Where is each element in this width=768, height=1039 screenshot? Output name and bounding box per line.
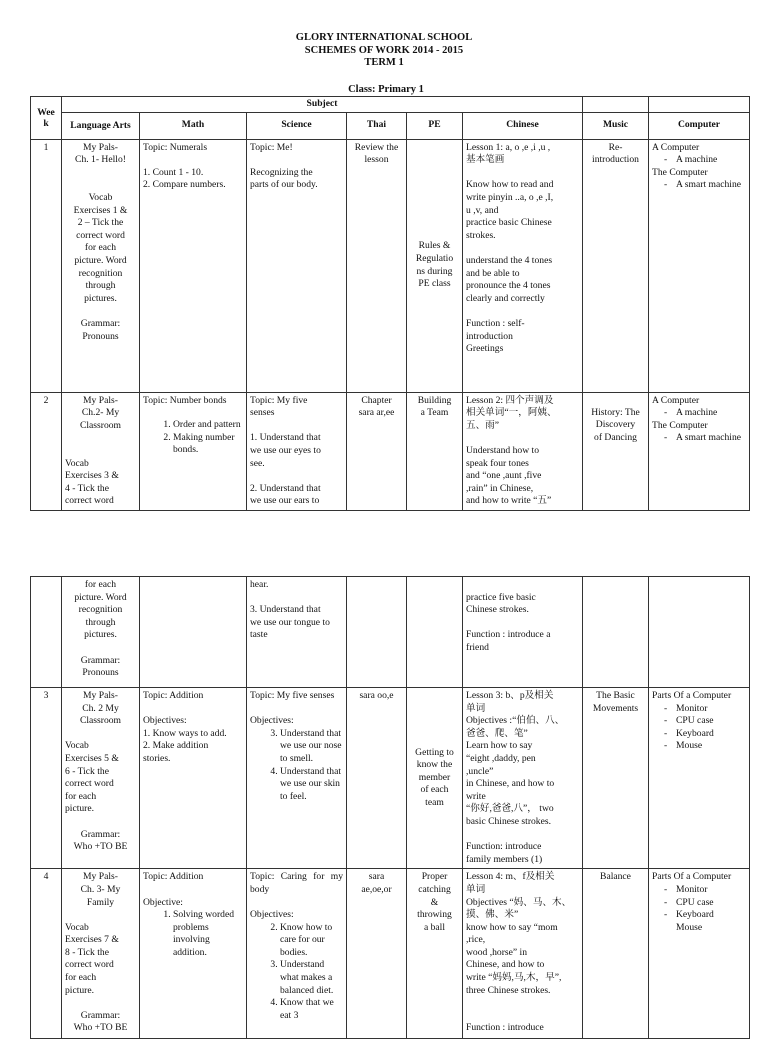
text-line: in Chinese, and how to <box>466 778 555 790</box>
table-row-week-4 <box>31 869 750 1039</box>
text-line: sara <box>368 871 385 883</box>
language-arts-cell <box>62 139 140 392</box>
text-line <box>65 728 136 741</box>
text-line: Vocab <box>65 921 89 933</box>
text-line: pictures. <box>84 292 117 304</box>
text-line: correct word <box>65 959 114 971</box>
text-line: 单词 <box>466 702 486 714</box>
text-line: Lesson 4: m、f及相关 <box>466 871 555 883</box>
list-item: - Monitor <box>664 884 746 897</box>
math-cell: Topic: Number bonds 1. Order and pattern 2. Making number bonds. <box>140 392 247 510</box>
text-line: pictures. <box>84 629 117 641</box>
text-line: and be able to <box>466 267 520 279</box>
math-cell: Topic: Addition Objectives: 1. Know ways to add. 2. Make addition stories. <box>140 688 247 869</box>
text-line: Exercises 3 & <box>65 470 119 482</box>
list-item: - A smart machine <box>664 179 746 192</box>
list-item: - A machine <box>664 154 746 167</box>
text-line: we use our eyes to <box>250 444 321 456</box>
text-line: taste <box>250 629 268 641</box>
pe-cell <box>407 392 463 510</box>
col-computer: Computer <box>649 112 750 139</box>
col-chinese: Chinese <box>463 112 583 139</box>
text-line: know the <box>416 759 453 771</box>
list-item: - Monitor <box>664 703 746 716</box>
science-cell: Topic: Caring for my body Objectives: 2. Know how to care for our bodies. 3. Understand what makes a balanced diet. 4. Know that we eat 3 <box>247 869 347 1039</box>
col-pe: PE <box>407 112 463 139</box>
text-line: 爸爸、爬、笔” <box>466 727 528 739</box>
chinese-cell <box>463 577 583 688</box>
list-item: - Keyboard <box>664 728 746 741</box>
text-line: Classroom <box>79 715 122 727</box>
math-cell: Topic: Numerals 1. Count 1 - 10. 2. Compare numbers. <box>140 139 247 392</box>
text-line: Rules & <box>418 240 451 252</box>
text-line <box>250 592 343 605</box>
col-music: Music <box>583 112 649 139</box>
col-week: Week <box>31 97 62 140</box>
text-line <box>466 997 579 1010</box>
text-line: Ch. 1- Hello! <box>75 154 126 166</box>
text-line: Function : introduce a <box>466 629 551 641</box>
text-line: practice five basic <box>466 591 536 603</box>
text-line: senses <box>250 407 275 419</box>
text-line: “eight ,daddy, pen <box>466 752 536 764</box>
text-line: Who +TO BE <box>73 841 128 853</box>
text-line <box>466 617 579 630</box>
text-line: 单词 <box>466 883 486 895</box>
list-item: - Mouse <box>664 740 746 753</box>
text-line: Building <box>417 394 452 406</box>
text-line: of each <box>420 784 449 796</box>
text-line: picture. Word <box>74 591 127 603</box>
text-line: practice basic Chinese <box>466 217 552 229</box>
thai-cell <box>347 869 407 1039</box>
text-line: catching <box>418 883 451 895</box>
text-line: Ch. 2 My <box>82 702 119 714</box>
text-line: 3. Understand that <box>250 604 321 616</box>
computer-cell: Parts Of a Computer - Monitor - CPU case - Keyboard - Mouse <box>649 688 750 869</box>
text-line: 五、雨” <box>466 419 500 431</box>
text-line: Vocab <box>65 740 89 752</box>
text-line: Chinese, and how to <box>466 959 545 971</box>
text-line: 4 - Tick the <box>65 482 109 494</box>
text-line: write pinyin ..a, o ,e ,I, <box>466 191 554 203</box>
school-name: GLORY INTERNATIONAL SCHOOL <box>295 32 473 43</box>
thai-cell <box>347 688 407 869</box>
text-line: Vocab <box>88 191 113 203</box>
text-line: ,rain” in Chinese, <box>466 482 534 494</box>
thai-cell <box>347 139 407 392</box>
text-line: 2. Understand that <box>250 482 321 494</box>
text-line: u ,v, and <box>466 204 499 216</box>
text-line: The Basic <box>596 690 635 701</box>
text-line: PE class <box>418 278 451 290</box>
text-line <box>466 167 579 180</box>
text-line: understand the 4 tones <box>466 254 553 266</box>
text-line: Function : introduce <box>466 1022 544 1034</box>
music-cell <box>583 688 649 869</box>
text-line: History: The <box>591 406 640 418</box>
text-line: through <box>85 280 116 292</box>
text-line: 2. Make addition <box>143 740 209 752</box>
text-line: My Pals- <box>83 141 118 153</box>
list-item: - CPU case <box>664 715 746 728</box>
text-line: write “妈妈,马,木，早”, <box>466 972 562 984</box>
scheme-table-part-2 <box>30 576 750 1039</box>
text-line: Objectives :“伯伯、八、 <box>466 715 565 727</box>
text-line <box>250 420 343 433</box>
text-line <box>466 242 579 255</box>
text-line: Chapter <box>361 394 392 406</box>
table-row-week-1 <box>31 139 750 392</box>
text-line: Grammar: <box>80 317 121 329</box>
table-row-week-3 <box>31 688 750 869</box>
text-line: Topic: My five <box>250 394 308 406</box>
music-cell <box>583 392 649 510</box>
text-line: Learn how to say <box>466 740 533 752</box>
col-science: Science <box>247 112 347 139</box>
text-line: recognition <box>78 604 123 616</box>
text-line: pronounce the 4 tones <box>466 280 551 292</box>
text-line: for each <box>84 242 117 254</box>
text-line: for each <box>65 972 97 984</box>
language-arts-cell <box>62 869 140 1039</box>
pe-cell <box>407 139 463 392</box>
text-line: Ch. 3- My <box>80 883 121 895</box>
text-line: throwing <box>417 909 452 921</box>
text-line <box>250 154 343 167</box>
text-line: clearly and correctly <box>466 292 545 304</box>
text-line: ae,oe,or <box>361 883 392 895</box>
text-line: Chinese strokes. <box>466 604 529 616</box>
text-line: My Pals- <box>83 871 118 883</box>
text-line: sara ar,ee <box>358 407 395 419</box>
text-line: 8 - Tick the <box>65 946 109 958</box>
text-line: Greetings <box>466 343 504 355</box>
chinese-cell <box>463 139 583 392</box>
list-item: - Keyboard <box>664 909 746 922</box>
text-line <box>65 167 136 180</box>
text-line: 1. Know ways to add. <box>143 727 227 739</box>
text-line: Objectives “妈、马、木、 <box>466 896 572 908</box>
text-line: ,rice, <box>466 934 486 946</box>
text-line: Regulatio <box>415 253 454 264</box>
text-line: My Pals- <box>83 690 118 701</box>
text-line: ,uncle” <box>466 765 494 777</box>
text-line: Grammar: <box>80 654 121 666</box>
text-line <box>65 909 136 922</box>
table-row-week-2-continued <box>31 577 750 688</box>
text-line: Understand how to <box>466 444 540 456</box>
text-line <box>466 829 579 842</box>
text-line: Discovery <box>595 419 636 431</box>
language-arts-cell <box>62 688 140 869</box>
language-arts-cell <box>62 577 140 688</box>
text-line: wood ,horse” in <box>466 946 528 958</box>
text-line <box>466 1010 579 1023</box>
text-line: Who +TO BE <box>73 1022 128 1034</box>
text-line: Topic: Me! <box>250 141 293 153</box>
text-line <box>466 432 579 445</box>
text-line: we use our ears to <box>250 495 320 507</box>
text-line: Lesson 3: b、p及相关 <box>466 690 554 701</box>
text-line <box>250 470 343 483</box>
week-number: 1 <box>31 139 62 392</box>
text-line: picture. <box>65 803 95 815</box>
text-line: parts of our body. <box>250 179 318 191</box>
text-line: 2. Compare numbers. <box>143 179 226 191</box>
text-line: Balance <box>600 871 631 883</box>
col-math: Math <box>140 112 247 139</box>
text-line: of Dancing <box>594 431 637 443</box>
week-number: 3 <box>31 688 62 869</box>
text-line: we use our tongue to <box>250 616 330 628</box>
text-line <box>65 305 136 318</box>
class-label: Class: Primary 1 <box>348 84 424 95</box>
text-line: ns during <box>416 265 453 277</box>
list-item: - A smart machine <box>664 432 746 445</box>
text-line: strokes. <box>466 229 496 241</box>
math-cell: Topic: Addition Objective: 1. Solving worded problems involving addition. <box>140 869 247 1039</box>
computer-cell: A Computer - A machine The Computer - A smart machine <box>649 139 750 392</box>
text-line: introduction <box>592 154 639 166</box>
col-thai: Thai <box>347 112 407 139</box>
text-line <box>65 997 136 1010</box>
computer-cell: Parts Of a Computer - Monitor - CPU case - Keyboard Mouse <box>649 869 750 1039</box>
chinese-cell <box>463 869 583 1039</box>
text-line: Grammar: <box>80 1009 121 1021</box>
text-line: three Chinese strokes. <box>466 984 551 996</box>
science-cell: Topic: My five senses Objectives: 3. Understand that we use our nose to smell. 4. Understand that we use our skin to feel. <box>247 688 347 869</box>
text-line: Lesson 1: a, o ,e ,i ,u , <box>466 141 551 153</box>
list-item: 2. Making number bonds. <box>173 432 243 457</box>
scheme-title: SCHEMES OF WORK 2014 - 2015 <box>304 45 464 56</box>
text-line: write <box>466 790 486 802</box>
text-line: hear. <box>250 579 269 590</box>
text-line: see. <box>250 457 265 469</box>
scheme-table-part-1 <box>30 96 750 511</box>
computer-cell: A Computer - A machine The Computer - A smart machine <box>649 392 750 510</box>
text-line <box>65 445 136 458</box>
list-item: 4. Understand that we use our skin to feel. <box>280 766 343 804</box>
text-line: Recognizing the <box>250 166 313 178</box>
list-item: 4. Know that we eat 3 <box>280 997 343 1022</box>
text-line: basic Chinese strokes. <box>466 815 551 827</box>
table-row-week-2 <box>31 392 750 510</box>
list-item: - A machine <box>664 407 746 420</box>
text-line: Exercises 1 & <box>73 204 128 216</box>
text-line: Review the <box>354 141 399 153</box>
text-line <box>65 179 136 192</box>
language-arts-cell <box>62 392 140 510</box>
text-line: friend <box>466 641 489 653</box>
text-line: Know how to read and <box>466 179 554 191</box>
science-cell <box>247 392 347 510</box>
text-line: Grammar: <box>80 828 121 840</box>
text-line: Re- <box>608 141 623 153</box>
text-line: Exercises 7 & <box>65 934 119 946</box>
text-line: family members (1) <box>466 853 543 865</box>
text-line: team <box>425 797 444 809</box>
thai-cell <box>347 392 407 510</box>
science-cell <box>247 139 347 392</box>
text-line: 相关单词“一，阿姨、 <box>466 407 557 419</box>
text-line <box>466 305 579 318</box>
text-line: 1. Understand that <box>250 432 321 444</box>
text-line: and “one ,aunt ,five <box>466 470 542 482</box>
chinese-cell <box>463 392 583 510</box>
text-line: Movements <box>592 702 639 714</box>
list-item: 3. Understand what makes a balanced diet. <box>280 959 343 997</box>
text-line: Function : self- <box>466 317 525 329</box>
science-cell <box>247 577 347 688</box>
col-subject: Subject <box>62 97 583 113</box>
text-line: correct word <box>76 229 125 241</box>
text-line: for each <box>84 579 117 590</box>
music-cell <box>583 869 649 1039</box>
text-line: correct word <box>65 778 114 790</box>
music-cell <box>583 139 649 392</box>
text-line: picture. <box>65 984 95 996</box>
text-line: Lesson 2: 四个声调及 <box>466 394 554 406</box>
text-line: correct word <box>65 495 114 507</box>
text-line: a ball <box>423 921 446 933</box>
text-line: Family <box>86 896 115 908</box>
text-line: Proper <box>421 871 448 883</box>
text-line: sara oo,e <box>359 690 394 701</box>
text-line: 基本笔画 <box>466 154 505 166</box>
text-line: member <box>418 771 451 783</box>
text-line: picture. Word <box>74 254 127 266</box>
pe-cell <box>407 869 463 1039</box>
text-line: Pronouns <box>82 330 119 342</box>
text-line: through <box>85 616 116 628</box>
text-line: introduction <box>466 330 513 342</box>
text-line: a Team <box>420 407 449 419</box>
list-item: - CPU case <box>664 897 746 910</box>
text-line <box>65 432 136 445</box>
text-line: Getting to <box>415 746 454 758</box>
text-line: Exercises 5 & <box>65 752 119 764</box>
text-line: 2 – Tick the <box>77 217 124 229</box>
text-line: lesson <box>364 154 389 166</box>
list-item: 2. Know how to care for our bodies. <box>280 922 343 960</box>
text-line: 6 - Tick the <box>65 765 109 777</box>
list-item: 1. Solving worded problems involving addition. <box>173 909 243 959</box>
text-line: 1. Count 1 - 10. <box>143 166 204 178</box>
text-line <box>65 816 136 829</box>
chinese-cell <box>463 688 583 869</box>
text-line: know how to say “mom <box>466 921 558 933</box>
text-line: Classroom <box>79 419 122 431</box>
text-line: & <box>430 896 439 908</box>
col-language-arts: Language Arts <box>62 112 140 139</box>
text-line: “你好,爸爸,八”， two <box>466 803 554 815</box>
text-line: Ch.2- My <box>81 407 120 419</box>
text-line: and how to write “五” <box>466 495 552 507</box>
text-line: for each <box>65 790 97 802</box>
list-item: 3. Understand that we use our nose to smell. <box>280 728 343 766</box>
text-line: speak four tones <box>466 457 529 469</box>
text-line: Pronouns <box>82 667 119 679</box>
term-title: TERM 1 <box>364 57 404 68</box>
text-line: My Pals- <box>83 394 118 406</box>
text-line: recognition <box>78 267 123 279</box>
text-line: Function: introduce <box>466 841 542 853</box>
text-line: Vocab <box>65 457 89 469</box>
week-number: 4 <box>31 869 62 1039</box>
pe-cell <box>407 688 463 869</box>
text-line <box>65 642 136 655</box>
text-line: 摸、佛、米” <box>466 909 519 921</box>
list-item: 1. Order and pattern <box>173 419 243 432</box>
week-number: 2 <box>31 392 62 510</box>
text-line: stories. <box>143 752 171 764</box>
